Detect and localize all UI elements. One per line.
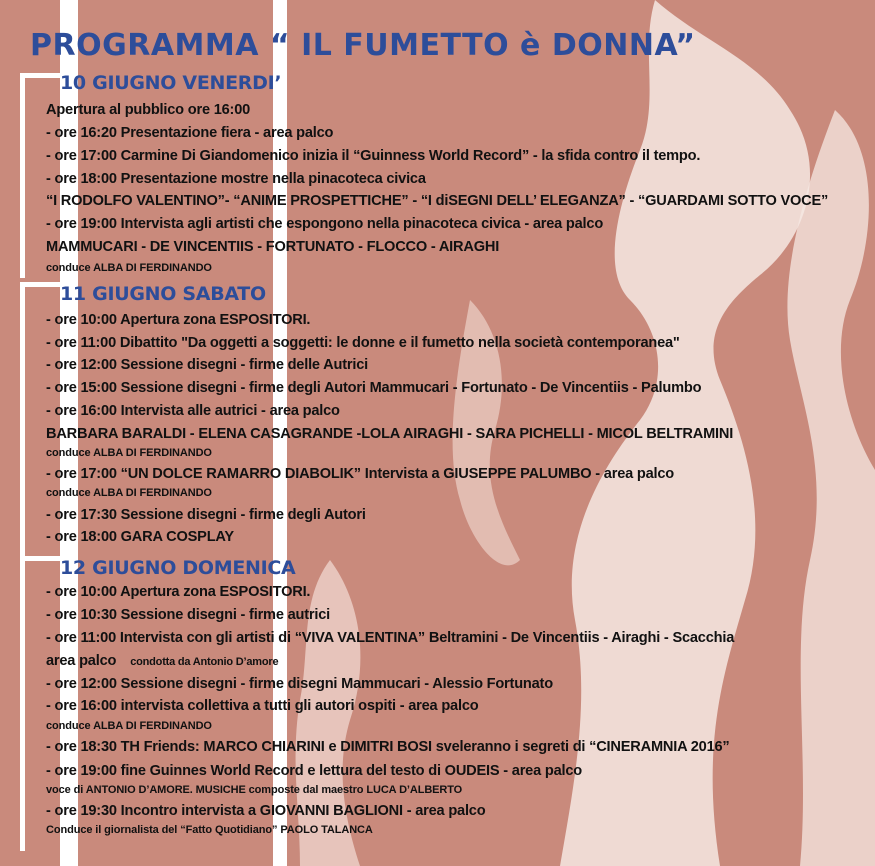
program-line	[46, 653, 278, 669]
day-heading: 12 GIUGNO DOMENICA	[60, 557, 296, 579]
program-line: MAMMUCARI - DE VINCENTIIS - FORTUNATO - FLOCCO - AIRAGHI	[46, 239, 500, 255]
program-line: - ore 12:00 Sessione disegni - firme delle Autrici	[46, 357, 368, 373]
program-line: conduce ALBA DI FERDINANDO	[46, 720, 212, 732]
program-line: - ore 16:00 Intervista alle autrici - area palco	[46, 403, 340, 419]
program-line: - ore 17:30 Sessione disegni - firme degli Autori	[46, 507, 366, 523]
program-line: - ore 10:00 Apertura zona ESPOSITORI.	[46, 584, 311, 600]
program-line: Apertura al pubblico ore 16:00	[46, 102, 251, 118]
program-line: - ore 18:00 Presentazione mostre nella pinacoteca civica	[46, 171, 426, 187]
program-line: - ore 10:30 Sessione disegni - firme autrici	[46, 607, 330, 623]
program-line: conduce ALBA DI FERDINANDO	[46, 262, 212, 274]
page-title: PROGRAMMA “ IL FUMETTO è DONNA”	[30, 28, 696, 63]
program-line: - ore 16:20 Presentazione fiera - area palco	[46, 125, 334, 141]
program-line: - ore 19:00 Intervista agli artisti che espongono nella pinacoteca civica - area palco	[46, 216, 604, 232]
program-line: - ore 19:00 fine Guinnes World Record e lettura del testo di OUDEIS - area palco	[46, 763, 582, 779]
day-heading: 10 GIUGNO VENERDI’	[60, 72, 282, 94]
program-line: - ore 17:00 “UN DOLCE RAMARRO DIABOLIK” Intervista a GIUSEPPE PALUMBO - area palco	[46, 466, 675, 482]
program-line: - ore 11:00 Intervista con gli artisti di “VIVA VALENTINA” Beltramini - De Vincentiis - Airaghi - Scacchia	[46, 630, 735, 646]
program-line: - ore 18:00 GARA COSPLAY	[46, 529, 234, 545]
program-line: - ore 10:00 Apertura zona ESPOSITORI.	[46, 312, 311, 328]
program-line: - ore 18:30 TH Friends: MARCO CHIARINI e DIMITRI BOSI sveleranno i segreti di “CINERAMNIA 2016”	[46, 739, 730, 755]
program-line: Conduce il giornalista del “Fatto Quotidiano” PAOLO TALANCA	[46, 824, 373, 836]
program-line: - ore 16:00 intervista collettiva a tutti gli autori ospiti - area palco	[46, 698, 479, 714]
program-line: voce di ANTONIO D’AMORE. MUSICHE composte dal maestro LUCA D’ALBERTO	[46, 784, 463, 796]
program-line-text: area palco	[46, 653, 117, 669]
program-line: conduce ALBA DI FERDINANDO	[46, 447, 212, 459]
program-line: - ore 19:30 Incontro intervista a GIOVANNI BAGLIONI - area palco	[46, 803, 486, 819]
program-line-note: condotta da Antonio D’amore	[130, 656, 279, 668]
program-line: BARBARA BARALDI - ELENA CASAGRANDE -LOLA AIRAGHI - SARA PICHELLI - MICOL BELTRAMINI	[46, 426, 734, 442]
program-line: - ore 17:00 Carmine Di Giandomenico inizia il “Guinness World Record” - la sfida contro il tempo.	[46, 148, 701, 164]
program-line: - ore 15:00 Sessione disegni - firme degli Autori Mammucari - Fortunato - De Vincentiis - Palumbo	[46, 380, 702, 396]
day-heading: 11 GIUGNO SABATO	[60, 283, 266, 305]
program-line: “I RODOLFO VALENTINO”- “ANIME PROSPETTICHE” - “I diSEGNI DELL’ ELEGANZA” - “GUARDAMI SOTTO VOCE”	[46, 193, 829, 209]
program-line: - ore 11:00 Dibattito "Da oggetti a soggetti: le donne e il fumetto nella società contemporanea"	[46, 335, 680, 351]
program-line: - ore 12:00 Sessione disegni - firme disegni Mammucari - Alessio Fortunato	[46, 676, 553, 692]
program-line: conduce ALBA DI FERDINANDO	[46, 487, 212, 499]
